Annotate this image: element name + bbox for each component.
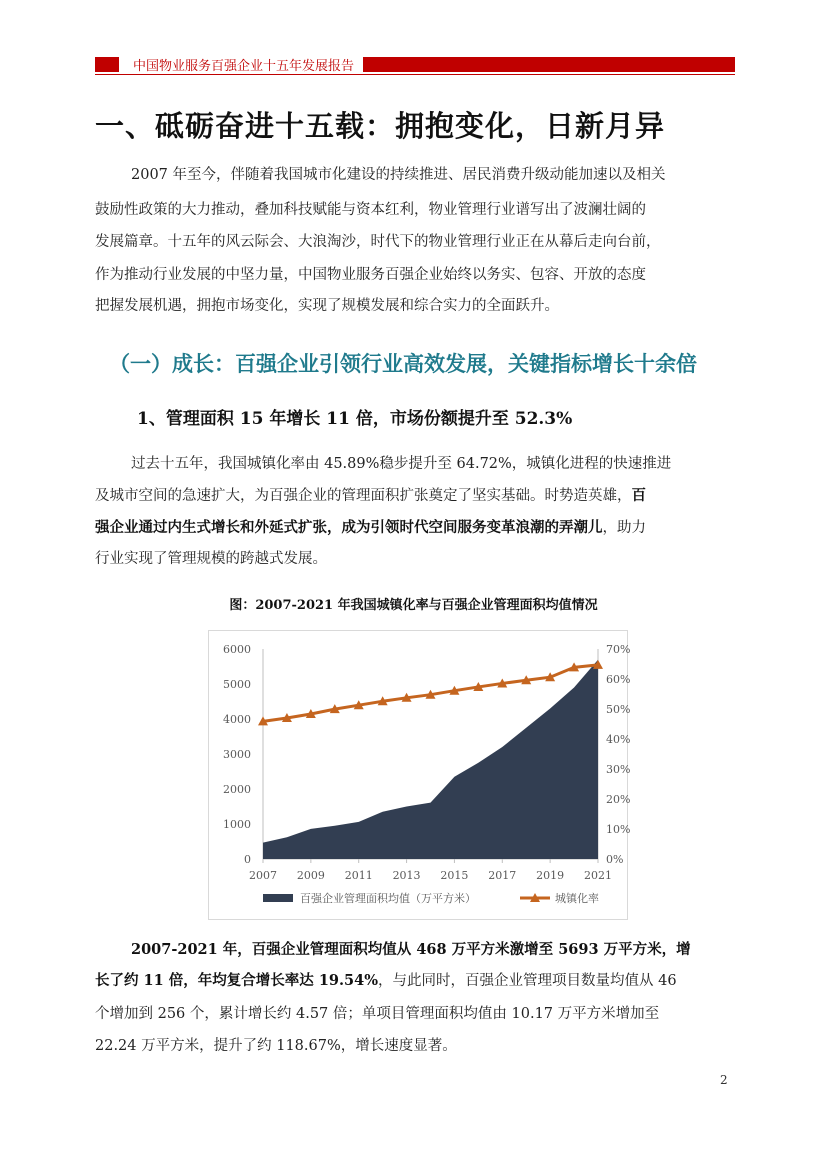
x-axis-tick-label: 2015 [440,869,469,882]
para2-line-4: 行业实现了管理规模的跨越式发展。 [95,551,327,567]
right-axis-tick-label: 40% [606,733,631,746]
intro-line-2: 鼓励性政策的大力推动，叠加科技赋能与资本红利，物业管理行业谱写出了波澜壮阔的 [95,202,646,218]
left-axis-tick-label: 4000 [223,713,251,726]
left-axis-tick-label: 6000 [223,643,251,656]
para2-line-3-text: ，助力 [602,520,646,536]
para3-line-4: 22.24 万平方米，提升了约 118.67%，增长速度显著。 [95,1038,457,1054]
x-axis-tick-label: 2007 [249,869,277,882]
x-axis-tick-label: 2013 [392,869,421,882]
left-axis-tick-label: 0 [244,853,251,866]
para2-line-2-text: 及城市空间的急速扩大，为百强企业的管理面积扩张奠定了坚实基础。时势造英雄， [95,488,632,504]
right-axis-tick-label: 10% [606,823,631,836]
header-rule [95,74,735,75]
para3-line-2-text: ，与此同时，百强企业管理项目数量均值从 46 [378,973,677,989]
para2-line-3 [95,519,735,537]
right-axis-tick-label: 70% [606,643,631,656]
left-axis-tick-label: 3000 [223,748,251,761]
management-area-series [263,660,598,859]
header-accent-right [363,57,735,72]
x-axis-tick-label: 2009 [296,869,325,882]
topic-heading: 1、管理面积 15 年增长 11 倍，市场份额提升至 52.3% [137,409,573,429]
right-axis-tick-label: 0% [606,853,624,866]
para3-line-2-bold: 长了约 11 倍，年均复合增长率达 19.54% [95,972,379,989]
x-axis-tick-label: 2017 [488,869,517,882]
right-axis-tick-label: 30% [606,763,631,776]
para2-line-3-bold: 强企业通过内生式增长和外延式扩张，成为引领时代空间服务变革浪潮的弄潮儿 [95,519,603,536]
urbanization-area-chart [208,630,631,920]
intro-line-1: 2007 年至今，伴随着我国城市化建设的持续推进、居民消费升级动能加速以及相关 [131,167,666,183]
intro-line-5: 把握发展机遇，拥抱市场变化，实现了规模发展和综合实力的全面跃升。 [95,298,559,314]
left-axis-tick-label: 2000 [223,783,251,796]
x-axis-tick-label: 2021 [584,869,612,882]
subsection-heading: （一）成长：百强企业引领行业高效发展，关键指标增长十余倍 [109,351,697,376]
header-title: 中国物业服务百强企业十五年发展报告 [133,59,355,74]
header-accent-left [95,57,119,72]
x-axis-tick-label: 2011 [344,869,373,882]
section-heading: 一、砥砺奋进十五载：拥抱变化，日新月异 [95,109,666,143]
right-axis-tick-label: 60% [606,673,631,686]
left-axis-tick-label: 1000 [223,818,251,831]
left-axis-tick-label: 5000 [223,678,251,691]
legend-swatch-area [263,894,293,902]
para3-line-2 [95,972,735,990]
para2-line-1: 过去十五年，我国城镇化率由 45.89%稳步提升至 64.72%，城镇化进程的快速推进 [131,456,672,472]
x-axis-tick-label: 2019 [536,869,565,882]
para2-line-2-bold: 百 [631,487,646,504]
page-number: 2 [720,1073,728,1087]
figure-caption: 图：2007-2021 年我国城镇化率与百强企业管理面积均值情况 [229,598,598,613]
right-axis-tick-label: 50% [606,703,631,716]
intro-line-4: 作为推动行业发展的中坚力量，中国物业服务百强企业始终以务实、包容、开放的态度 [95,267,646,283]
para3-line-1: 2007-2021 年，百强企业管理面积均值从 468 万平方米激增至 5693 万平方米，增 [131,941,691,958]
legend-label-area: 百强企业管理面积均值（万平方米） [300,892,476,905]
intro-line-3: 发展篇章。十五年的风云际会、大浪淘沙，时代下的物业管理行业正在从幕后走向台前， [95,234,661,250]
para3-line-3: 个增加到 256 个，累计增长约 4.57 倍；单项目管理面积均值由 10.17 万平方米增加至 [95,1006,660,1022]
right-axis-tick-label: 20% [606,793,631,806]
legend-label-line: 城镇化率 [555,892,599,905]
para2-line-2 [95,487,735,505]
